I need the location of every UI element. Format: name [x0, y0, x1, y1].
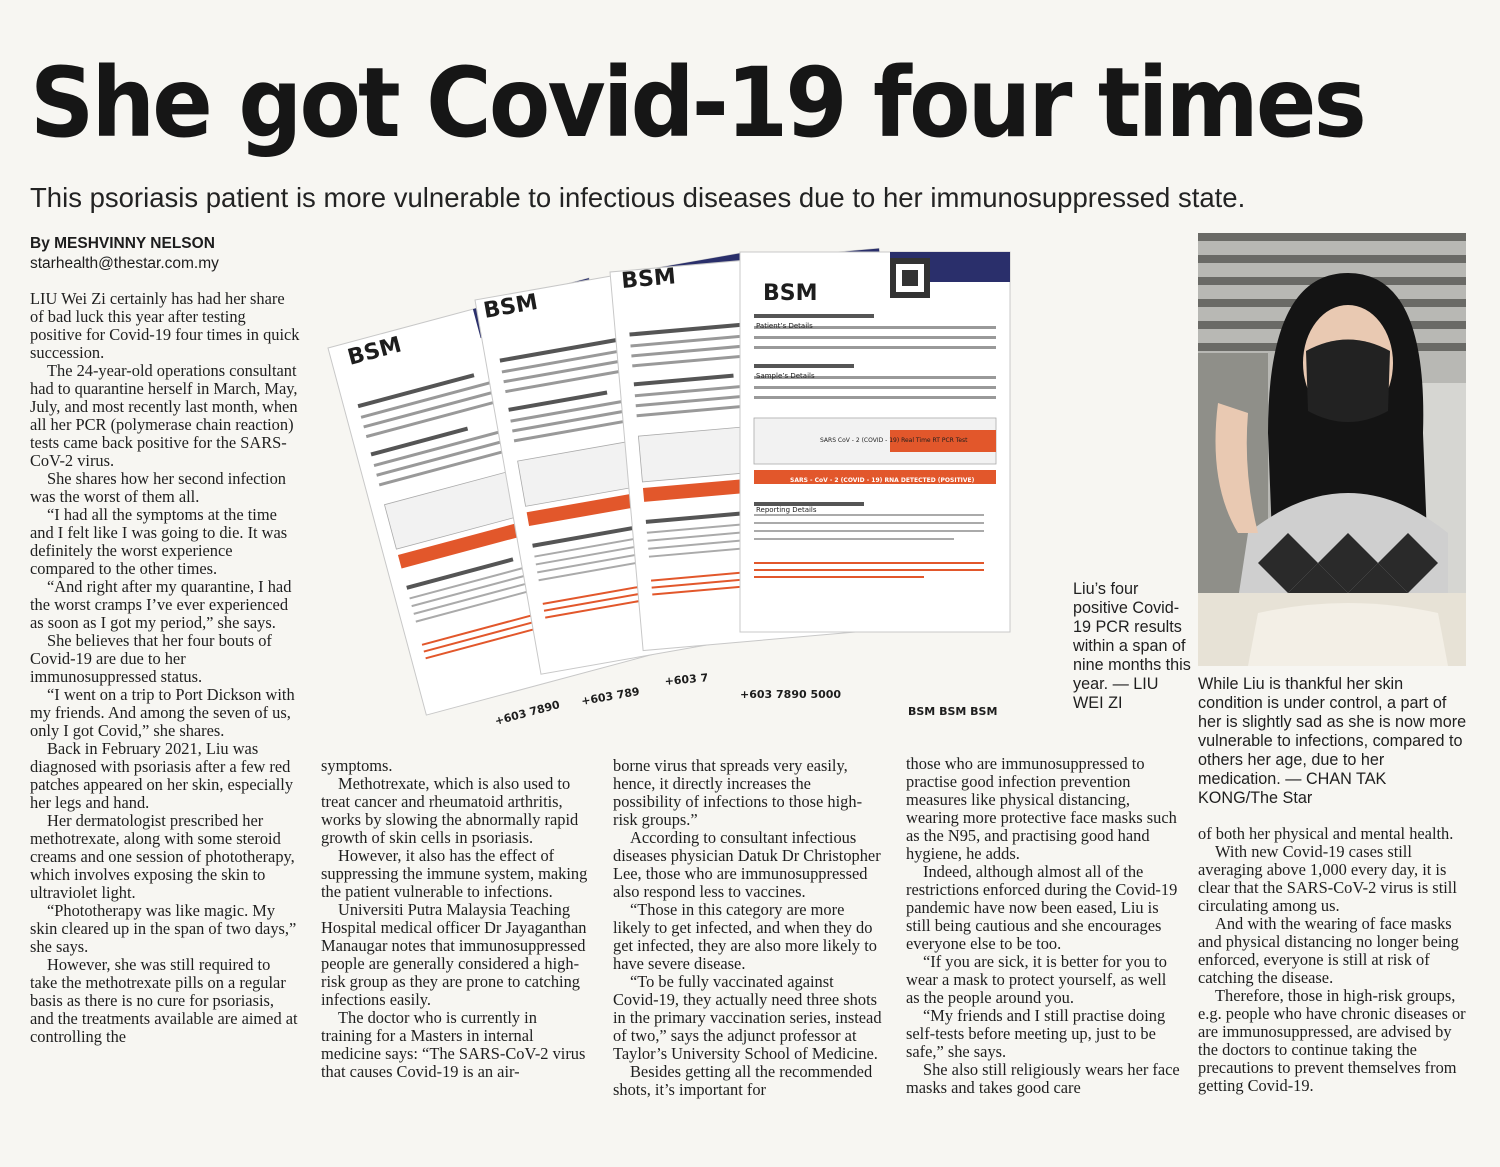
- report-phone-4: +603 7890 5000: [740, 688, 842, 701]
- article-paragraph: “I had all the symptoms at the time and I felt like I was going to die. It was definitely the worst experience compared to the other times.: [30, 505, 288, 578]
- article-paragraph: Indeed, although almost all of the restrictions enforced during the Covid-19 pandemic have now been eased, Liu is still being cautious and she encourages everyone else to be too.: [906, 862, 1178, 953]
- article-paragraph: She shares how her second infection was the worst of them all.: [30, 469, 286, 506]
- article-paragraph: According to consultant infectious diseases physician Datuk Dr Christopher Lee, those who are immunosuppressed also respond less to vaccines.: [613, 828, 881, 901]
- pcr-reports-illustration: [320, 230, 1055, 750]
- report-reporting-title: Reporting Details: [756, 506, 817, 514]
- article-column-4: [906, 755, 1180, 1097]
- report-logo-3: BSM: [620, 264, 677, 294]
- article-paragraph: borne virus that spreads very easily, hence, it directly increases the possibility of infections to those high-risk groups.”: [613, 756, 863, 829]
- pcr-results-image: [320, 230, 1055, 750]
- report-footer-logos: BSM BSM BSM: [908, 705, 998, 718]
- article-paragraph: And with the wearing of face masks and physical distancing no longer being enforced, everyone is still at risk of catching the disease.: [1198, 914, 1459, 987]
- report-patient-title: Patient’s Details: [756, 322, 813, 330]
- article-paragraph: “My friends and I still practise doing self-tests before meeting up, just to be safe,” she says.: [906, 1006, 1166, 1061]
- article-paragraph: “Phototherapy was like magic. My skin cleared up in the span of two days,” she says.: [30, 901, 297, 956]
- article-paragraph: Universiti Putra Malaysia Teaching Hospital medical officer Dr Jayaganthan Manaugar notes that immunosuppressed people are generally considered a high-risk group as they are prone to catching infections easily.: [321, 900, 587, 1009]
- subheadline: This psoriasis patient is more vulnerable to infectious diseases due to her immunosuppressed state.: [30, 182, 1246, 213]
- liu-wei-zi-photo: [1198, 233, 1466, 666]
- article-paragraph: However, she was still required to take the methotrexate pills on a regular basis as there is no cure for psoriasis, and the treatments available are aimed at controlling the: [30, 955, 298, 1046]
- photo-caption: While Liu is thankful her skin condition is under control, a part of her is slightly sad as she is now more vulnerable to infections, compared to others her age, due to her medication. — CHAN TAK KONG/The Star: [1198, 675, 1467, 807]
- article-column-5: [1198, 825, 1470, 1095]
- article-paragraph: “Those in this category are more likely to get infected, and when they do get infected, they are also more likely to have severe disease.: [613, 900, 877, 973]
- article-paragraph: “To be fully vaccinated against Covid-19, they actually need three shots in the primary vaccination series, instead of two,” says the adjunct professor at Taylor’s University School of Medicine.: [613, 972, 882, 1063]
- article-paragraph: Besides getting all the recommended shots, it’s important for: [613, 1062, 873, 1099]
- author-email: starhealth@thestar.com.my: [30, 255, 219, 272]
- article-column-2: [321, 757, 591, 1081]
- byline: By MESHVINNY NELSON: [30, 235, 215, 252]
- article-paragraph: symptoms.: [321, 756, 393, 775]
- article-paragraph: The 24-year-old operations consultant had to quarantine herself in March, May, July, and most recently last month, when all her PCR (polymerase chain reaction) tests came back positive for the SARS-CoV-2 virus.: [30, 361, 298, 470]
- report-phone-3: +603 7: [664, 671, 709, 688]
- article-paragraph: Her dermatologist prescribed her methotrexate, along with some steroid creams and one session of phototherapy, which involves exposing the skin to ultraviolet light.: [30, 811, 295, 902]
- article-column-3: [613, 757, 883, 1099]
- docs-caption: Liu’s four positive Covid-19 PCR results within a span of nine months this year. — LIU WEI ZI: [1073, 580, 1191, 712]
- portrait-illustration: [1198, 233, 1466, 666]
- article-paragraph: She believes that her four bouts of Covid-19 are due to her immunosuppressed status.: [30, 631, 272, 686]
- article-paragraph: “If you are sick, it is better for you to wear a mask to protect yourself, as well as the people around you.: [906, 952, 1167, 1007]
- article-column-1: [30, 290, 300, 1046]
- article-paragraph: of both her physical and mental health.: [1198, 824, 1454, 843]
- article-paragraph: “And right after my quarantine, I had the worst cramps I’ve ever experienced as soon as I got my period,” she says.: [30, 577, 292, 632]
- report-test-line: SARS CoV - 2 (COVID - 19) Real Time RT PCR Test: [820, 437, 968, 444]
- report-logo-1: BSM: [345, 332, 405, 371]
- report-logo-2: BSM: [481, 289, 540, 324]
- article-paragraph: “I went on a trip to Port Dickson with my friends. And among the seven of us, only I got Covid,” she shares.: [30, 685, 295, 740]
- report-phone-1: +603 7890: [493, 698, 562, 728]
- headline: She got Covid-19 four times: [30, 47, 1364, 159]
- report-logo-4: BSM: [763, 281, 818, 306]
- article-paragraph: With new Covid-19 cases still averaging above 1,000 every day, it is clear that the SARS-CoV-2 virus is still circulating among us.: [1198, 842, 1457, 915]
- article-paragraph: She also still religiously wears her face masks and takes good care: [906, 1060, 1180, 1097]
- article-paragraph: Back in February 2021, Liu was diagnosed with psoriasis after a few red patches appeared on her skin, especially her legs and hand.: [30, 739, 294, 812]
- article-paragraph: However, it also has the effect of suppressing the immune system, making the patient vulnerable to infections.: [321, 846, 588, 901]
- report-sample-title: Sample’s Details: [756, 372, 815, 380]
- article-paragraph: Methotrexate, which is also used to treat cancer and rheumatoid arthritis, works by slowing the abnormally rapid growth of skin cells in psoriasis.: [321, 774, 579, 847]
- article-paragraph: The doctor who is currently in training for a Masters in internal medicine says: “The SARS-CoV-2 virus that causes Covid-19 is an air-: [321, 1008, 586, 1081]
- report-result-line: SARS - CoV - 2 (COVID - 19) RNA DETECTED (POSITIVE): [790, 477, 975, 484]
- article-paragraph: those who are immunosuppressed to practise good infection prevention measures like physical distancing, wearing more protective face masks such as the N95, and practising good hand hygiene, he adds.: [906, 754, 1177, 863]
- article-paragraph: LIU Wei Zi certainly has had her share of bad luck this year after testing positive for Covid-19 four times in quick succession.: [30, 289, 300, 362]
- report-phone-2: +603 789: [580, 684, 641, 708]
- article-paragraph: Therefore, those in high-risk groups, e.g. people who have chronic diseases or are immunosuppressed, are advised by the doctors to continue taking the precautions to prevent themselves from getting Covid-19.: [1198, 986, 1466, 1095]
